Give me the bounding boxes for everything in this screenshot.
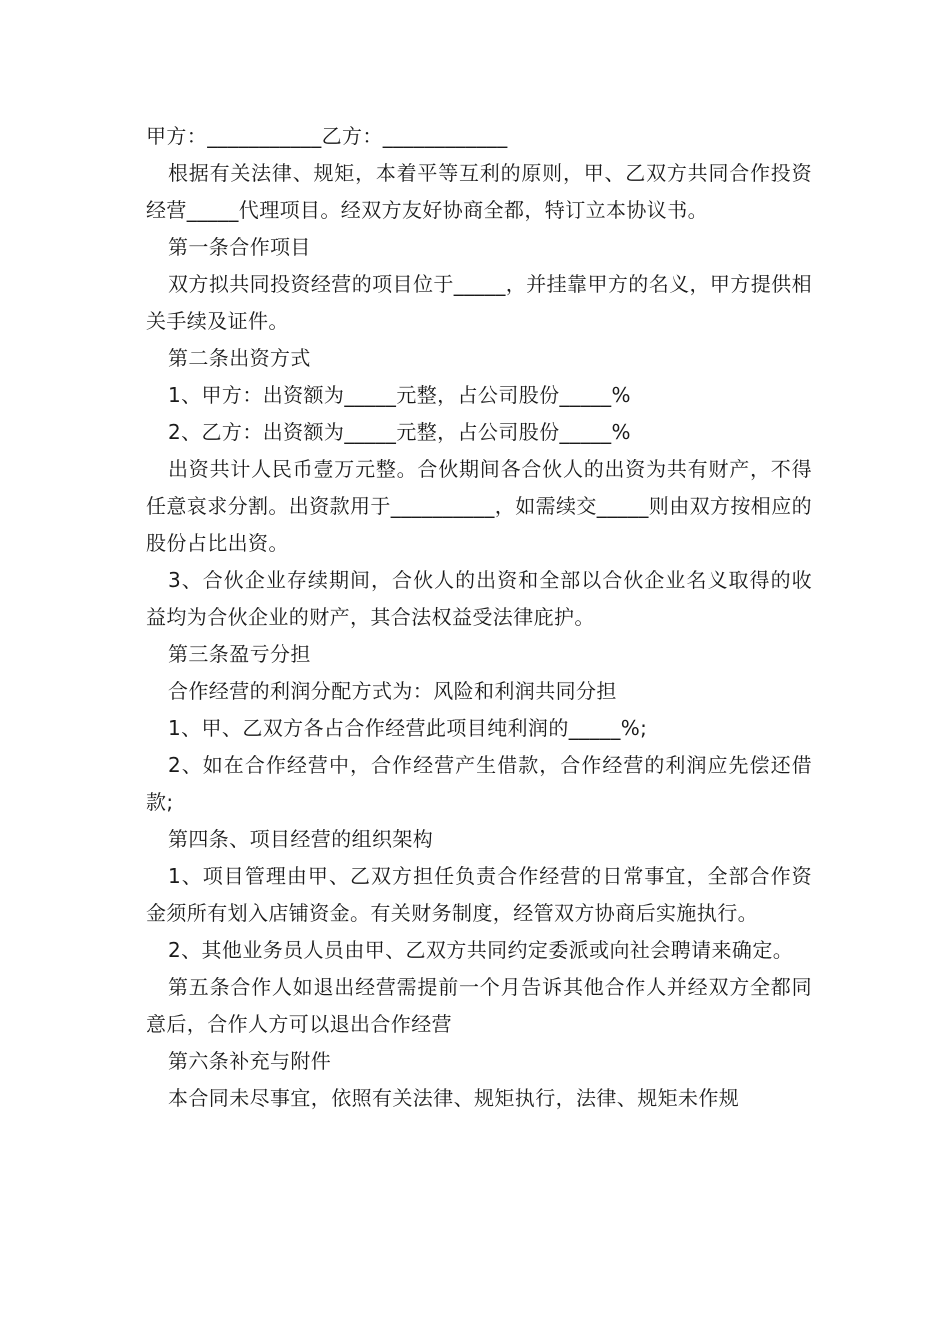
article-1-heading: 第一条合作项目 [168,235,311,259]
article-2-body: 出资共计人民币壹万元整。合伙期间各合伙人的出资为共有财产，不得任意哀求分割。出资款用于__________，如需续交_____则由双方按相应的股份占比出资。 [146,457,812,555]
article-2-heading: 第二条出资方式 [168,346,311,370]
party-line: 甲方：___________乙方：____________ [146,124,508,148]
article-3-heading: 第三条盈亏分担 [168,642,311,666]
article-5-paragraph: 第五条合作人如退出经营需提前一个月告诉其他合作人并经双方全都同意后，合作人方可以退出合作经营 [146,975,812,1036]
article-4-item-2: 2、其他业务员人员由甲、乙双方共同约定委派或向社会聘请来确定。 [168,938,794,962]
preamble-paragraph: 根据有关法律、规矩，本着平等互利的原则，甲、乙双方共同合作投资经营_____代理项目。经双方友好协商全都，特订立本协议书。 [146,161,812,222]
article-3-item-2: 2、如在合作经营中，合作经营产生借款，合作经营的利润应先偿还借款; [146,753,812,814]
article-6-heading: 第六条补充与附件 [168,1049,332,1073]
article-1-body: 双方拟共同投资经营的项目位于_____，并挂靠甲方的名义，甲方提供相关手续及证件。 [146,272,812,333]
article-6-body: 本合同未尽事宜，依照有关法律、规矩执行，法律、规矩未作规 [168,1086,740,1110]
article-2-item-2: 2、乙方：出资额为_____元整，占公司股份_____% [168,420,631,444]
document-body [146,118,812,1117]
article-3-item-1: 1、甲、乙双方各占合作经营此项目纯利润的_____%; [168,716,648,740]
article-4-heading: 第四条、项目经营的组织架构 [168,827,434,851]
article-2-item-3: 3、合伙企业存续期间，合伙人的出资和全部以合伙企业名义取得的收益均为合伙企业的财产，其合法权益受法律庇护。 [146,568,812,629]
article-4-item-1: 1、项目管理由甲、乙双方担任负责合作经营的日常事宜，全部合作资金须所有划入店铺资金。有关财务制度，经管双方协商后实施执行。 [146,864,812,925]
article-3-body: 合作经营的利润分配方式为：风险和利润共同分担 [168,679,617,703]
article-2-item-1: 1、甲方：出资额为_____元整，占公司股份_____% [168,383,631,407]
